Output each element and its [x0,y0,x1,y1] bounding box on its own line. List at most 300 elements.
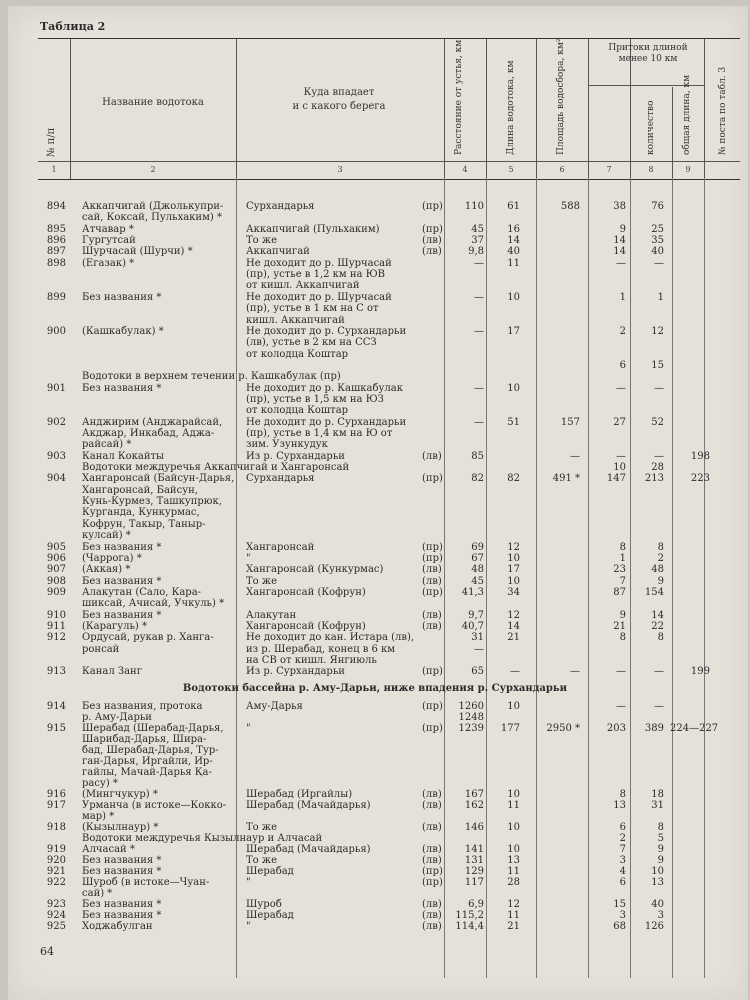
cell-len: 12 [507,609,520,621]
cell-tot: 12 [651,325,664,337]
cell-cnt: 6 [619,822,626,833]
cell-side: (лв) [422,800,442,811]
cell-len: — [510,666,520,678]
cell-dest: Сурхандарья [246,201,315,212]
cell-dest: Шерабад (Мачайдарья) [246,800,371,811]
table-row [0,801,750,811]
cell-dist: — [474,416,484,428]
cell-dist: 37 [471,235,484,247]
header-col-count: количество [646,100,656,155]
cell-name: Без названия * [82,866,162,877]
cell-name: Курганда, Кункурмас, [82,507,200,519]
table-row [0,316,750,326]
cell-tot: 28 [651,462,664,474]
table-row [0,735,750,745]
cell-tot: 1 [657,291,664,303]
cell-post: 199 [690,666,710,678]
cell-dest: Шерабад [246,866,294,877]
table-row [0,588,750,598]
cell-cnt: — [616,382,626,394]
cell-no: 917 [46,800,66,811]
cell-side: (пр) [422,586,443,598]
header-divider [70,39,71,179]
cell-cnt: 4 [619,866,626,877]
col-number-2: 2 [150,165,156,174]
cell-side: (пр) [422,666,443,678]
cell-no: 907 [46,564,66,576]
cell-area: — [570,450,580,462]
cell-len: 10 [507,575,520,587]
cell-dist: 85 [471,450,484,462]
col-number-3: 3 [337,165,343,174]
cell-name: Без названия * [82,609,162,621]
cell-name: кулсай) * [82,530,131,542]
header-divider [444,39,445,179]
cell-dest: (лв), устье в 2 км на ССЗ [246,337,377,349]
cell-tot: 126 [644,921,664,932]
table-row [0,900,750,910]
cell-side: (лв) [422,855,442,866]
cell-cnt: 14 [613,235,626,247]
header-number-divider [38,161,740,162]
cell-dest: То же [246,575,277,587]
cell-dest: Шерабад [246,910,294,921]
cell-name: Без названия * [82,575,162,587]
table-row [0,922,750,932]
cell-len: 11 [507,257,520,269]
cell-dist: 40,7 [461,620,484,632]
cell-no: 918 [46,822,66,833]
table-row [0,577,750,587]
cell-dest: (пр), устье в 1,4 км на Ю от [246,428,393,439]
table-row [0,497,750,507]
cell-name: ган-Дарья, Иргайли, Ир- [82,756,213,767]
cell-len: 10 [507,701,520,712]
cell-name: Акджар, Инкабад, Аджа- [82,428,215,439]
cell-tot: 35 [651,235,664,247]
cell-len: 40 [507,246,520,258]
col-number-6: 6 [559,165,565,174]
cell-side: (лв) [422,609,442,621]
cell-len: 12 [507,899,520,910]
cell-dist: 45 [471,223,484,235]
cell-dest: Из р. Сурхандарьи [246,666,345,678]
cell-no: 911 [46,620,66,632]
cell-tot: 22 [651,620,664,632]
col-number-9: 9 [685,165,691,174]
table-row [0,429,750,439]
cell-len: 16 [507,223,520,235]
table-row [0,856,750,866]
header-divider [486,39,487,179]
table-row [0,418,750,428]
table-row [0,554,750,564]
cell-name: сай, Коксай, Пульхаким) * [82,212,222,224]
cell-len: 82 [507,473,520,485]
header-col-length: Длина водотока, км [506,60,516,155]
cell-name: Без названия * [82,291,162,303]
table-row [0,508,750,518]
cell-name: Шурчасай (Шурчи) * [82,246,193,258]
cell-dest: Шерабад (Иргайлы) [246,789,353,800]
table-row [0,911,750,921]
col-number-7: 7 [606,165,612,174]
cell-cnt: 6 [619,877,626,888]
cell-tot: 40 [651,246,664,258]
table-row [0,270,750,280]
cell-dist: 1260 [458,701,484,712]
cell-dest: Аму-Дарья [246,701,303,712]
cell-dest: " [246,552,251,564]
cell-dist: 67 [471,552,484,564]
cell-cnt: 9 [619,223,626,235]
col-number-4: 4 [462,165,468,174]
cell-dist: 82 [471,473,484,485]
table-row [0,520,750,530]
cell-len: 10 [507,789,520,800]
cell-side: (лв) [422,450,442,462]
cell-dist: — [474,643,484,655]
cell-side: (пр) [422,723,443,734]
cell-name: сай) * [82,888,113,899]
table-row [0,384,750,394]
cell-dist: — [474,291,484,303]
cell-cnt: 1 [619,291,626,303]
cell-dest: Не доходит до р. Шурчасай [246,291,392,303]
cell-dest: " [246,723,251,734]
cell-tot: 9 [657,844,664,855]
page-number: 64 [40,945,54,958]
table-row [0,779,750,789]
header-col-area: Площадь водосбора, км² [556,38,566,155]
cell-dest: от колодца Коштар [246,405,349,417]
cell-name: гайлы, Мачай-Дарья Қа- [82,767,212,778]
cell-cnt: 8 [619,541,626,553]
cell-cnt: 8 [619,632,626,644]
cell-len: 17 [507,564,520,576]
cell-no: 921 [46,866,66,877]
cell-side: (пр) [422,541,443,553]
cell-tot: 389 [644,723,664,734]
cell-dest: Хангаронсай (Кункурмас) [246,564,384,576]
table-row [0,293,750,303]
cell-len: 11 [507,910,520,921]
cell-name: ронсай [82,643,120,655]
cell-tot: 40 [651,899,664,910]
cell-tot: 18 [651,789,664,800]
cell-name: Хангаронсай, Байсун, [82,484,198,496]
table-row [0,304,750,314]
cell-dist: 48 [471,564,484,576]
table-row [0,236,750,246]
cell-tot: — [654,257,664,269]
cell-dist: 114,4 [455,921,484,932]
cell-name: шиксай, Ачисай, Учкуль) * [82,598,225,610]
cell-len: 28 [507,877,520,888]
cell-tot: 25 [651,223,664,235]
cell-dest: Не доходит до р. Сурхандарьи [246,416,407,428]
cell-name: Канал Кокайты [82,450,164,462]
cell-name: (Мингчукур) * [82,789,158,800]
table-row [0,395,750,405]
table-row [0,656,750,666]
cell-dist: 6,9 [468,899,484,910]
cell-len: 11 [507,800,520,811]
cell-tot: 213 [644,473,664,485]
cell-no: 909 [46,586,66,598]
cell-area: — [570,666,580,678]
cell-no: 901 [46,382,66,394]
cell-name: (Кашкабулак) * [82,325,164,337]
table-row [0,486,750,496]
cell-name: мар) * [82,811,115,822]
cell-no: 903 [46,450,66,462]
cell-side: (пр) [422,866,443,877]
cell-tot: — [654,666,664,678]
cell-cnt: 2 [619,833,626,844]
cell-dest: Алакутан [246,609,297,621]
cell-side: (лв) [422,899,442,910]
cell-dist: 162 [464,800,484,811]
table-row [0,213,750,223]
table-row [0,599,750,609]
cell-dest: Не доходит до кан. Истара (лв), [246,632,415,644]
cell-side: (лв) [422,822,442,833]
cell-cnt: 7 [619,844,626,855]
table-title: Таблица 2 [40,20,106,33]
cell-cnt: 7 [619,575,626,587]
section-title: Водотоки бассейна р. Аму-Дарьи, ниже впадения р. Сурхандарьи [182,683,568,694]
cell-cnt: 68 [613,921,626,932]
table-row [0,531,750,541]
cell-no: 899 [46,291,66,303]
table-row [0,878,750,888]
cell-len: 177 [500,723,520,734]
cell-tot: — [654,450,664,462]
cell-dest: Аккапчигай (Пульхаким) [246,223,380,235]
cell-no: 919 [46,844,66,855]
cell-dest: Сурхандарья [246,473,315,485]
cell-dist: 146 [464,822,484,833]
cell-no: 904 [46,473,66,485]
cell-name: Без названия * [82,855,162,866]
cell-no: 923 [46,899,66,910]
cell-name: (Чаррога) * [82,552,142,564]
cell-len: 12 [507,541,520,553]
cell-dest: Не доходит до р. Кашкабулак [246,382,403,394]
table-row [0,713,750,723]
table-row [0,361,750,371]
header-divider [236,39,237,179]
cell-name: райсай) * [82,439,132,451]
cell-len: 10 [507,822,520,833]
table-row [0,889,750,899]
cell-name: Ходжабулган [82,921,153,932]
cell-cnt: 14 [613,246,626,258]
cell-side: (пр) [422,877,443,888]
table-header [38,38,740,180]
header-divider [588,39,589,179]
cell-name: Без названия * [82,382,162,394]
cell-name: Без названия, протока [82,701,203,712]
cell-no: 897 [46,246,66,258]
table-row [0,845,750,855]
cell-dist: 117 [464,877,484,888]
table-row [0,259,750,269]
cell-dest: Хангаронсай [246,541,315,553]
cell-no: 898 [46,257,66,269]
col-number-5: 5 [508,165,514,174]
table-row [0,823,750,833]
table-row [0,452,750,462]
cell-len: 34 [507,586,520,598]
cell-no: 906 [46,552,66,564]
cell-cnt: 10 [613,462,626,474]
cell-dist: 167 [464,789,484,800]
cell-side: (лв) [422,844,442,855]
header-divider [704,39,705,179]
cell-name: Шуроб (в истоке—Чуан- [82,877,210,888]
table-row [0,474,750,484]
table-row [0,834,750,844]
cell-no: 894 [46,201,66,212]
cell-cnt: 3 [619,855,626,866]
cell-tot: 5 [657,833,664,844]
cell-tot: 3 [657,910,664,921]
cell-dest: Хангаронсай (Кофрун) [246,620,366,632]
cell-len: 21 [507,632,520,644]
cell-dist: 9,8 [468,246,484,258]
cell-area: 588 [560,201,580,212]
cell-dest: Не доходит до р. Шурчасай [246,257,392,269]
cell-side: (пр) [422,201,443,212]
header-col-distance: Расстояние от устья, км [454,39,464,155]
table-row [0,372,750,382]
table-row [0,565,750,575]
header-col-dest-1: Куда впадает [303,87,375,98]
cell-name: (Егазак) * [82,257,135,269]
cell-tot: 14 [651,609,664,621]
cell-len: 17 [507,325,520,337]
cell-len: 51 [507,416,520,428]
cell-name: Алчасай * [82,844,135,855]
cell-len: 10 [507,382,520,394]
table-row [0,746,750,756]
cell-side: (пр) [422,701,443,712]
cell-name: Урманча (в истоке—Кокко- [82,800,227,811]
cell-side: (лв) [422,789,442,800]
cell-dist: 131 [464,855,484,866]
cell-tot: 2 [657,552,664,564]
cell-name: Анджирим (Анджарайсай, [82,416,223,428]
cell-name: Алакутан (Сало, Кара- [82,586,202,598]
cell-no: 905 [46,541,66,553]
cell-dist: 129 [464,866,484,877]
cell-tot: 48 [651,564,664,576]
cell-no: 900 [46,325,66,337]
cell-name: Без названия * [82,899,162,910]
table-row [0,702,750,712]
cell-no: 912 [46,632,66,644]
table-row [0,543,750,553]
table-row [0,247,750,257]
cell-dist: — [474,325,484,337]
cell-no: 924 [46,910,66,921]
cell-tot: 8 [657,632,664,644]
cell-cnt: 27 [613,416,626,428]
cell-cnt: 8 [619,789,626,800]
header-col-total-length: общая длина, км [682,74,692,155]
cell-len: 14 [507,235,520,247]
cell-dest: от колодца Коштар [246,348,349,360]
cell-dist: 31 [471,632,484,644]
header-col-dest-2: и с какого берега [292,101,386,112]
cell-tot: 9 [657,575,664,587]
table-row [0,622,750,632]
cell-name: Кунь-Курмез, Ташкупрюк, [82,496,222,508]
cell-name: р. Аму-Дарьи [82,712,152,723]
cell-name: бад, Шерабад-Дарья, Тур- [82,745,219,756]
cell-dest: То же [246,235,277,247]
cell-name: (Аккая) * [82,564,131,576]
table-row [0,645,750,655]
cell-no: 895 [46,223,66,235]
cell-tot: 52 [651,416,664,428]
cell-no: 922 [46,877,66,888]
cell-len: 13 [507,855,520,866]
cell-name: Атчавар * [82,223,134,235]
cell-side: (пр) [422,473,443,485]
cell-cnt: 13 [613,800,626,811]
cell-dist: 110 [464,201,484,212]
cell-post: 223 [690,473,710,485]
cell-tot: 31 [651,800,664,811]
cell-cnt: 3 [619,910,626,921]
header-divider [536,39,537,179]
cell-dest: " [246,877,251,888]
cell-cnt: 1 [619,552,626,564]
cell-name: (Карагуль) * [82,620,147,632]
cell-dest: Не доходит до р. Сурхандарьи [246,325,407,337]
table-row [0,667,750,677]
cell-dest: Шуроб [246,899,282,910]
table-row [0,281,750,291]
cell-tot: 10 [651,866,664,877]
cell-dest: от кишл. Аккапчигай [246,280,360,292]
cell-tot: 9 [657,855,664,866]
cell-dist: 41,3 [461,586,484,598]
header-col-tributaries: Притоки длиной менее 10 км [608,43,688,64]
cell-dist: 141 [464,844,484,855]
table-row [0,633,750,643]
cell-cnt: 21 [613,620,626,632]
cell-name: Водотоки междуречья Аккапчигай и Хангаронсай [82,462,350,474]
cell-len: 14 [507,620,520,632]
cell-name: Гургутсай [82,235,136,247]
cell-tot: — [654,382,664,394]
cell-dest: из р. Шерабад, конец в 6 км [246,643,396,655]
cell-dist: 9,7 [468,609,484,621]
cell-no: 916 [46,789,66,800]
cell-len: 10 [507,291,520,303]
cell-post: 198 [690,450,710,462]
cell-no: 913 [46,666,66,678]
cell-side: (пр) [422,223,443,235]
cell-cnt: 147 [606,473,626,485]
cell-name: Ордусай, рукав р. Ханга- [82,632,214,644]
table-row [0,463,750,473]
cell-tot: 76 [651,201,664,212]
